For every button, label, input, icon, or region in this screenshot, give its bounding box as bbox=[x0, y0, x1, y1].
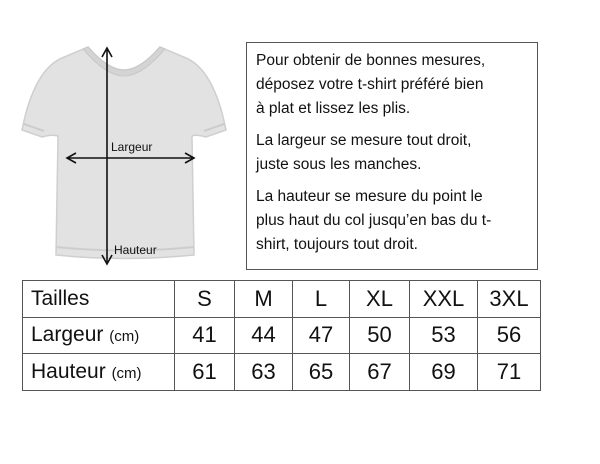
size-chart-table bbox=[22, 280, 541, 391]
instruction-line: déposez votre t-shirt préféré bien bbox=[256, 76, 484, 93]
instruction-line: La hauteur se mesure du point le bbox=[256, 188, 483, 205]
sizes-header-cell: Tailles bbox=[23, 281, 175, 318]
instruction-line: La largeur se mesure tout droit, bbox=[256, 132, 472, 149]
size-header-row bbox=[23, 281, 541, 318]
instruction-line: shirt, toujours tout droit. bbox=[256, 236, 418, 253]
measuring-instructions bbox=[246, 42, 538, 270]
row-label: Hauteur bbox=[31, 360, 106, 384]
table-cell: 50 bbox=[350, 317, 410, 354]
row-label: Largeur bbox=[31, 323, 104, 347]
table-cell: 53 bbox=[410, 317, 478, 354]
size-cell: L bbox=[293, 281, 350, 318]
instruction-line: juste sous les manches. bbox=[256, 156, 422, 173]
height-label: Hauteur bbox=[114, 243, 157, 257]
table-cell: 41 bbox=[175, 317, 235, 354]
row-unit: (cm) bbox=[111, 365, 142, 383]
width-row-header bbox=[23, 317, 175, 354]
instruction-line: plus haut du col jusqu’en bas du t- bbox=[256, 212, 492, 229]
tshirt-illustration bbox=[18, 40, 230, 270]
instruction-paragraph-3 bbox=[256, 185, 531, 257]
instruction-paragraph-1 bbox=[256, 49, 531, 121]
instruction-line: à plat et lissez les plis. bbox=[256, 100, 411, 117]
table-cell: 61 bbox=[175, 354, 235, 391]
table-cell: 71 bbox=[478, 354, 541, 391]
table-cell: 67 bbox=[350, 354, 410, 391]
width-row bbox=[23, 317, 541, 354]
height-row bbox=[23, 354, 541, 391]
instruction-line: Pour obtenir de bonnes mesures, bbox=[256, 52, 486, 69]
size-cell: XL bbox=[350, 281, 410, 318]
size-cell: S bbox=[175, 281, 235, 318]
size-cell: XXL bbox=[410, 281, 478, 318]
table-cell: 44 bbox=[235, 317, 293, 354]
table-cell: 63 bbox=[235, 354, 293, 391]
size-cell: M bbox=[235, 281, 293, 318]
table-cell: 65 bbox=[293, 354, 350, 391]
tshirt-diagram bbox=[18, 40, 230, 270]
row-unit: (cm) bbox=[109, 328, 140, 346]
width-label: Largeur bbox=[111, 140, 153, 154]
table-cell: 69 bbox=[410, 354, 478, 391]
size-cell: 3XL bbox=[478, 281, 541, 318]
table-cell: 47 bbox=[293, 317, 350, 354]
table-cell: 56 bbox=[478, 317, 541, 354]
height-row-header bbox=[23, 354, 175, 391]
instruction-paragraph-2 bbox=[256, 129, 531, 177]
